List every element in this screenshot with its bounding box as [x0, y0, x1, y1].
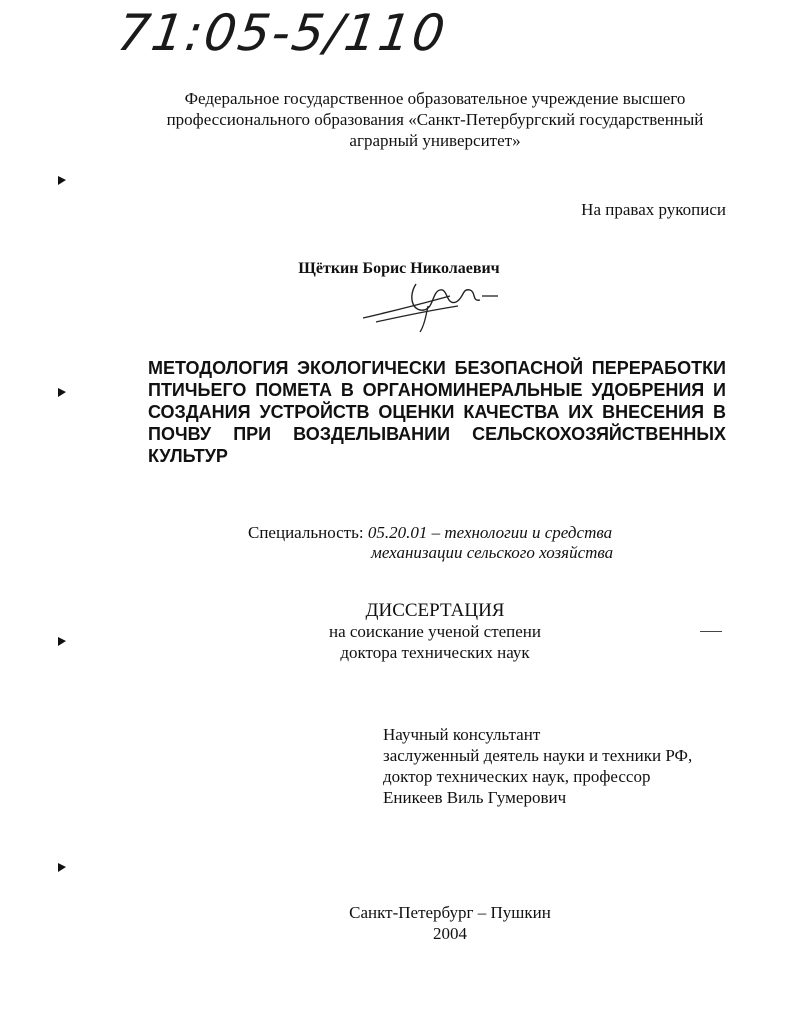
footer-block — [290, 902, 610, 944]
handwritten-archive-number: 71:05-5/110 — [113, 4, 451, 62]
stray-dash — [700, 631, 722, 632]
punch-hole-mark-icon — [57, 385, 67, 396]
footer-year: 2004 — [433, 924, 467, 943]
manuscript-rights-note: На правах рукописи — [581, 200, 726, 219]
punch-hole-mark-icon — [57, 860, 67, 871]
title-line: ПТИЧЬЕГО ПОМЕТА В ОРГАНОМИНЕРАЛЬНЫЕ УДОБРЕНИЯ И — [148, 380, 726, 400]
specialty-continuation: механизации сельского хозяйства — [371, 543, 614, 562]
dissertation-title — [148, 357, 726, 467]
specialty-label: Специальность: — [248, 523, 364, 542]
title-line: КУЛЬТУР — [148, 446, 228, 466]
degree-line: на соискание ученой степени — [328, 622, 542, 641]
consultant-title: заслуженный деятель науки и техники РФ, — [383, 746, 693, 765]
author-name: Щёткин Борис Николаевич — [298, 260, 500, 277]
title-line: ПОЧВУ ПРИ ВОЗДЕЛЫВАНИИ СЕЛЬСКОХОЗЯЙСТВЕННЫХ — [148, 424, 726, 444]
specialty-line — [248, 522, 612, 544]
consultant-degree: доктор технических наук, профессор — [383, 767, 651, 786]
consultant-block — [383, 724, 692, 808]
specialty-code: 05.20.01 – технологии и средства — [367, 523, 613, 542]
dissertation-block — [270, 600, 600, 663]
institution-block — [120, 88, 750, 151]
author-signature — [358, 266, 508, 341]
punch-hole-mark-icon — [57, 173, 67, 184]
institution-line-3: аграрный университет» — [349, 131, 521, 150]
consultant-label: Научный консультант — [383, 725, 541, 744]
institution-line-2: профессионального образования «Санкт-Петербургский государственный — [166, 110, 704, 129]
degree-line: доктора технических наук — [340, 643, 530, 662]
institution-line-1: Федеральное государственное образовательное учреждение высшего — [184, 89, 686, 108]
footer-city: Санкт-Петербург – Пушкин — [349, 903, 551, 922]
dissertation-heading: ДИССЕРТАЦИЯ — [365, 600, 505, 621]
punch-hole-mark-icon — [57, 634, 67, 645]
title-line: СОЗДАНИЯ УСТРОЙСТВ ОЦЕНКИ КАЧЕСТВА ИХ ВНЕСЕНИЯ В — [148, 402, 726, 422]
title-line: МЕТОДОЛОГИЯ ЭКОЛОГИЧЕСКИ БЕЗОПАСНОЙ ПЕРЕРАБОТКИ — [148, 358, 726, 378]
consultant-name: Еникеев Виль Гумерович — [383, 788, 567, 807]
